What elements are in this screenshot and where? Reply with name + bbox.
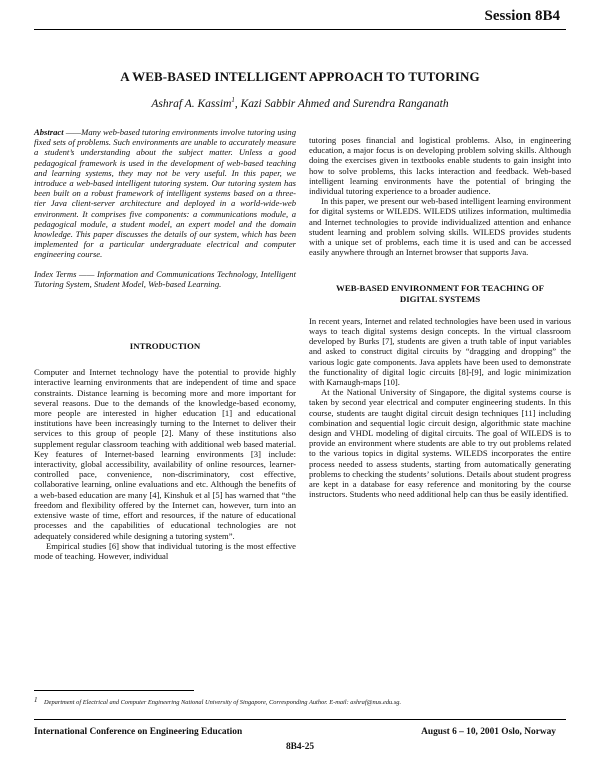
right-paragraph-1: tutoring poses financial and logistical problems. Also, in engineering education, a major focus is on developing problem solving skills. Although doing the exercises given in textbooks enable students to gain insight into how to solve problems, this lacks interaction and feedback. Web-based intelligent learning environments have the potential of bringing the individual tutoring experience to a broader audience. (309, 135, 571, 197)
index-terms: Index Terms —— Information and Communications Technology, Intelligent Tutoring System, Student Model, Web-based Learning. (34, 268, 296, 289)
footnote-rule (34, 690, 194, 691)
introduction-paragraph-1: Computer and Internet technology have the potential to provide highly interactive learning environments that are independent of time and space constraints. Distance learning is becoming more and more important for several reasons. Due to the demands of the knowledge-based economy, more people are interested in higher education [1] and educational institutions have been increasingly turning to the Internet to deliver their services to this group of people [2]. Many of these institutions also supplement regular classroom teaching with additional web based material. Key features of Internet-based learning environments [3] include: interactivity, global accessibility, availability of online resources, learner-controlled pace, convenience, non-discriminatory, cost effective, collaborative learning, online evaluations and etc. Although the benefits of a web-based education are many [4], Kinshuk et al [5] has warned that “the freedom and flexibility offered by the Internet can, however, turn into an extensive waste of time, effort and resources, if the nature of educational processes and the capabilities of educational technologies are not adequately considered while designing a tutoring system”. (34, 367, 296, 541)
abstract-label: Abstract (34, 127, 64, 137)
section-heading-line-1: WEB-BASED ENVIRONMENT FOR TEACHING OF (336, 283, 544, 294)
footer-rule (34, 719, 566, 720)
section-heading-line-2: DIGITAL SYSTEMS (399, 293, 481, 304)
right-paragraph-4: At the National University of Singapore, the digital systems course is taken by second year electrical and computer engineering students. In this course, students are taught digital circuit design techniques [11] including combination and sequential logic circuit design, algorithmic state machine design and VHDL modeling of digital circuits. The goal of WILEDS is to provide an environment where students are able to try out problems related to the various topics in digital systems. WILEDS incorporates the entire process needed to assess students, starting from automatically generating problems to checking the students’ solutions. Details about student progress are kept in a database for easy reference and monitoring by the course instructors. Students who need additional help can thus be easily identified. (309, 387, 571, 500)
session-label: Session 8B4 (484, 8, 560, 24)
header-rule (34, 29, 566, 30)
author-list (0, 96, 600, 110)
abstract-text: ——Many web-based tutoring environments involve tutoring using fixed sets of problems. Such environments are unable to accurately measure a student’s understanding about the subject matter. Unless a good pedagogical framework is used in the development of web-based teaching and learning systems, they may not be very useful. In this paper, we introduce a web-based intelligent tutoring system. Our tutoring system has been built on a robust framework of intelligent systems based on a three-tier Java client-server architecture and deployed in a world-wide-web environment. It comprises five components: a communications module, a pedagogical module, a student model, an expert model and the domain knowledge. This paper discusses the details of our system, which has been implemented for a particular undergraduate electrical and computer engineering course. (34, 127, 296, 260)
other-authors: , Kazi Sabbir Ahmed and Surendra Ranganath (234, 97, 449, 110)
right-column (309, 135, 571, 500)
right-paragraph-2: In this paper, we present our web-based intelligent learning environment for digital systems or WILEDS. WILEDS utilizes information, multimedia and Internet technologies to provide individualized attention and enhance student learning and problem solving skills. WILEDS provides students with a unique set of problems, each time it is used and can be accessed easily anywhere through an Internet browser that supports Java. (309, 196, 571, 258)
right-paragraph-3: In recent years, Internet and related technologies have been used in various ways to teach digital systems design concepts. In the virtual classroom developed by Burks [7], students are given a truth table of input variables and asked to construct digital circuits by “dragging and dropping” the various logic gate components. Java applets have been used to demonstrate the functionality of digital logic circuits [8]-[9], and logic minimization with Karnaugh-maps [10]. (309, 315, 571, 388)
abstract (34, 127, 296, 260)
first-author: Ashraf A. Kassim (151, 97, 232, 110)
conference-name: International Conference on Engineering Education (34, 727, 243, 737)
page-number: 8B4-25 (285, 742, 315, 752)
introduction-paragraph-2: Empirical studies [6] show that individual tutoring is the most effective mode of teaching. However, individual (34, 540, 296, 561)
conference-date: August 6 – 10, 2001 Oslo, Norway (421, 727, 556, 737)
left-column (34, 127, 296, 561)
author-footnote-mark: 1 (231, 96, 235, 104)
footnote-text: Department of Electrical and Computer Engineering National University of Singapore, Corresponding Author. E-mail: ashraf@nus.edu.sg. (44, 699, 402, 706)
paper-title: A WEB-BASED INTELLIGENT APPROACH TO TUTORING (120, 69, 480, 84)
footnote-mark: 1 (34, 696, 38, 704)
introduction-heading: INTRODUCTION (129, 341, 201, 352)
